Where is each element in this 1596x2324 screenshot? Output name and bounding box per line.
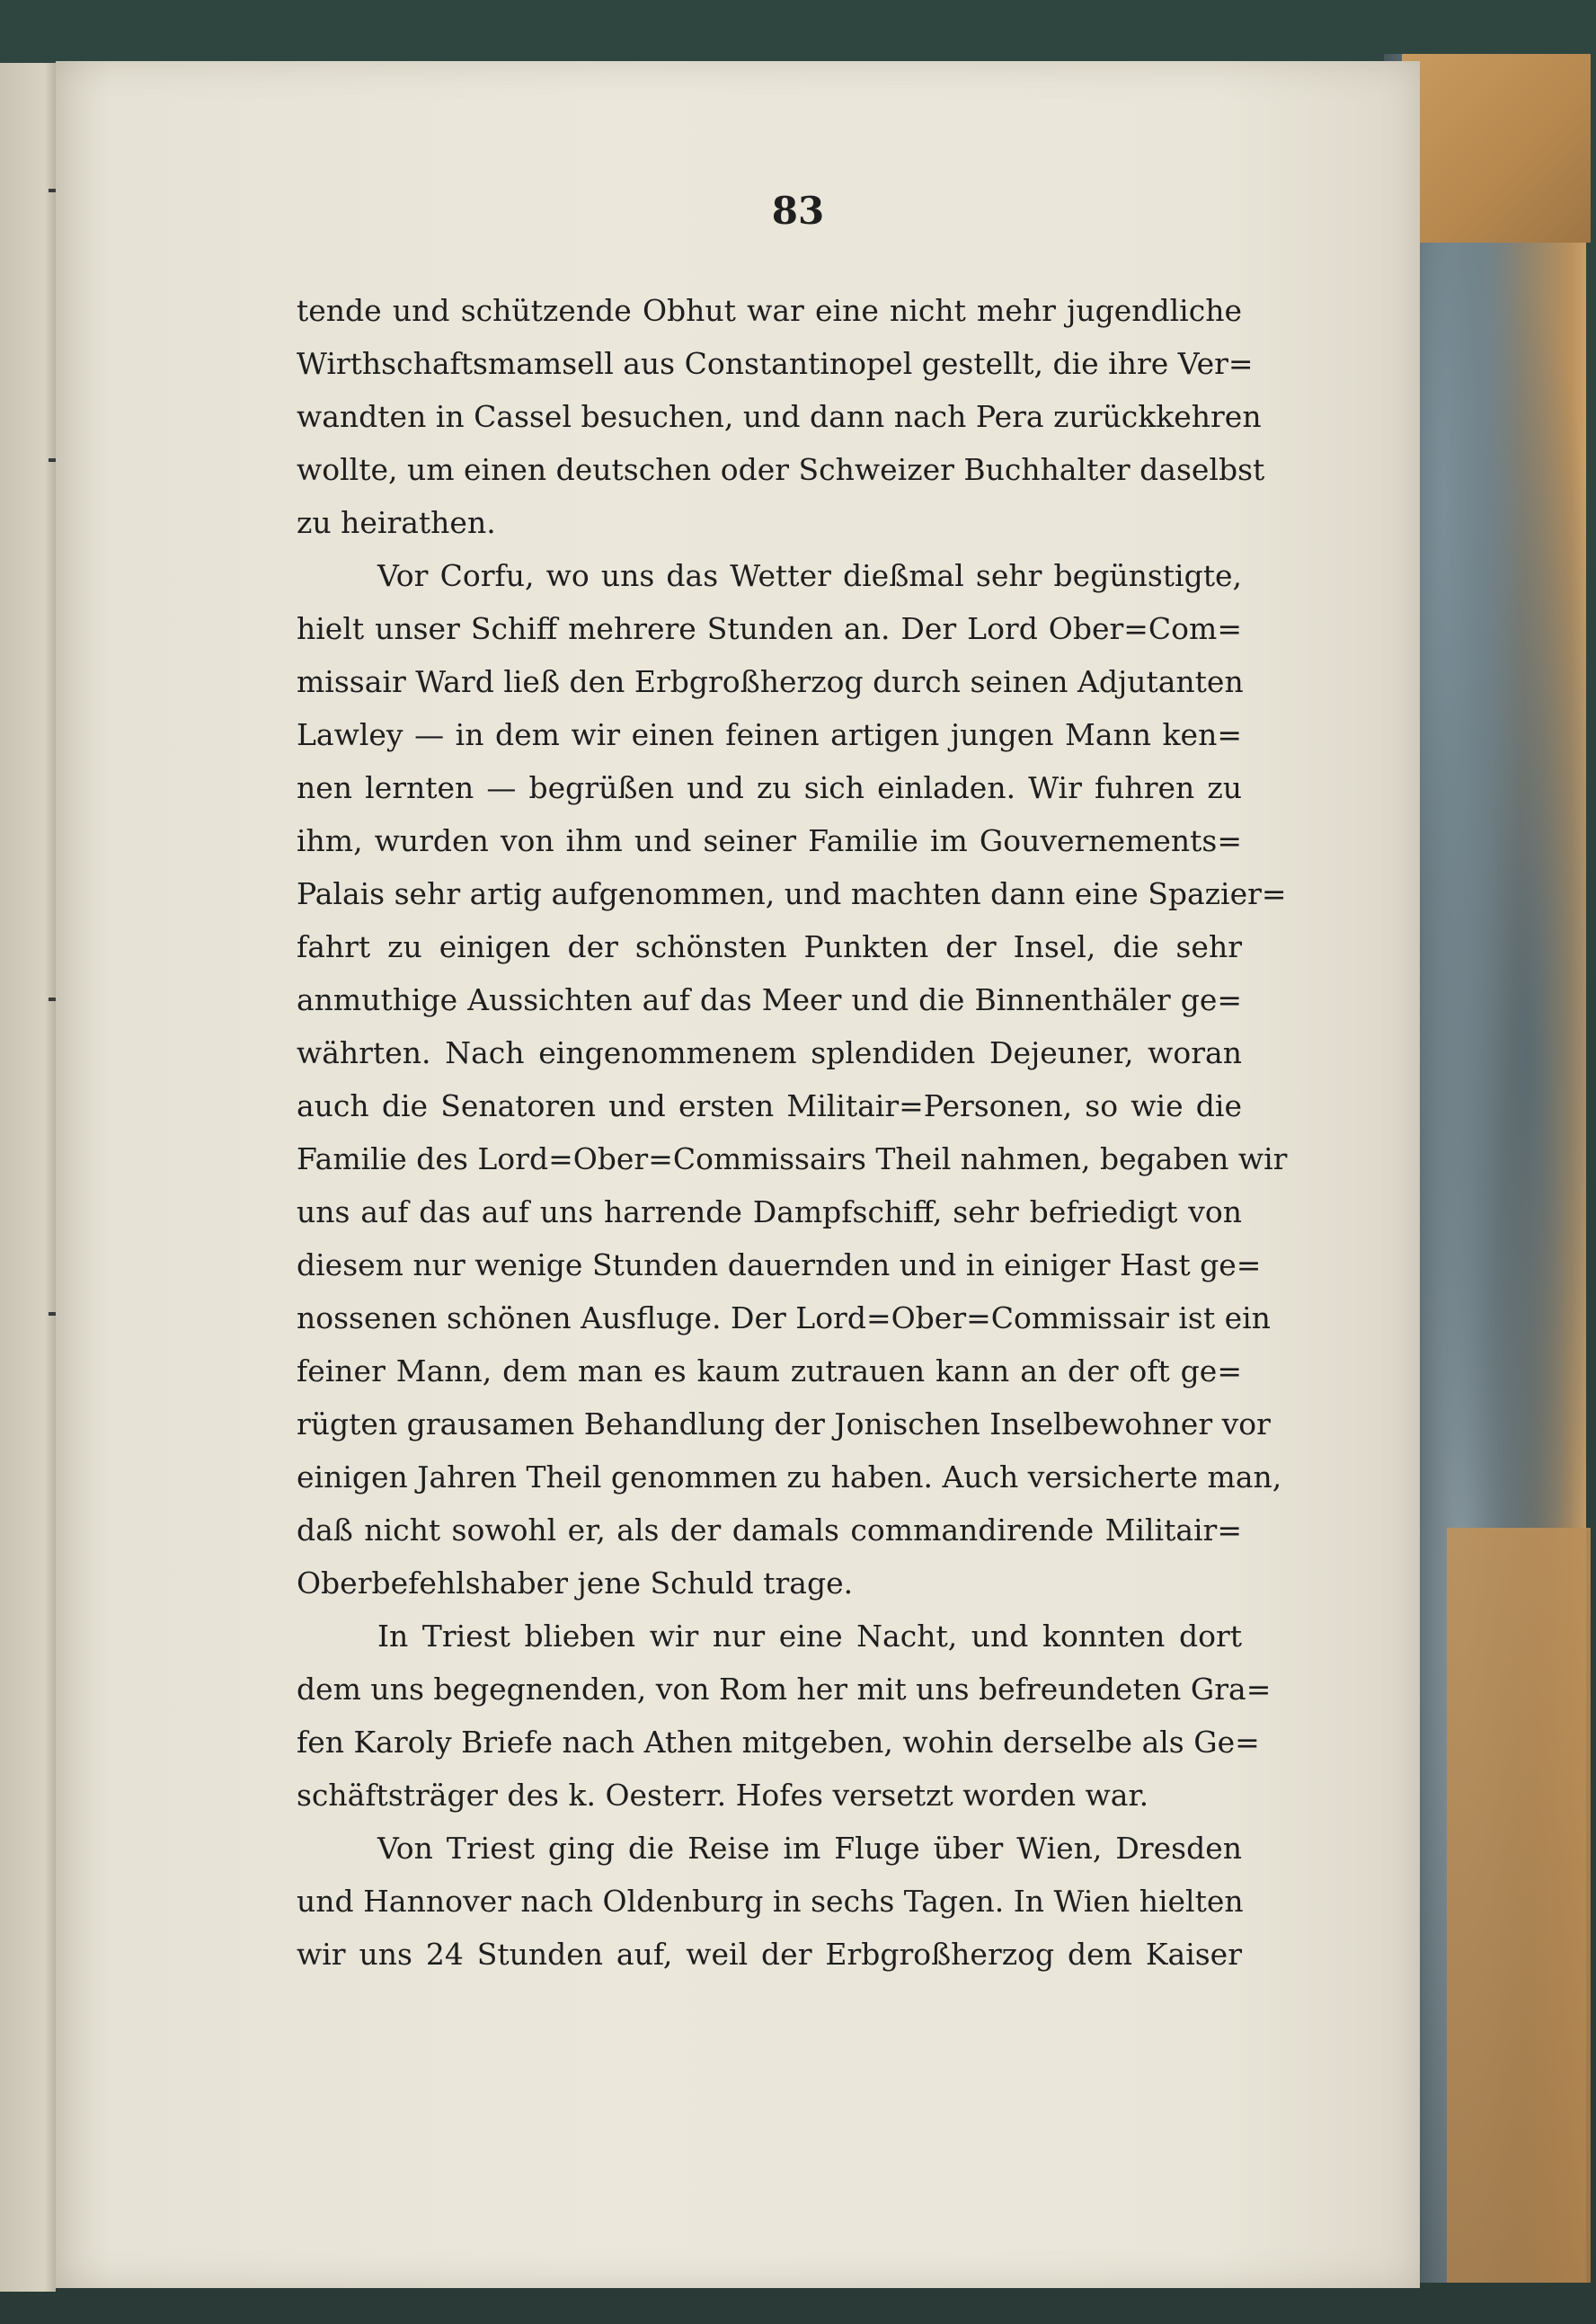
text-line: nen lernten — begrüßen und zu sich einladen. Wir fuhren zu — [297, 770, 1242, 805]
page-number: 83 — [771, 189, 825, 233]
text-line: und Hannover nach Oldenburg in sechs Tagen. In Wien hielten — [297, 1884, 1244, 1919]
edge-mark — [49, 458, 56, 462]
text-line: ihm, wurden von ihm und seiner Familie im Gouvernements= — [297, 823, 1242, 858]
text-line: uns auf das auf uns harrende Dampfschiff, sehr befriedigt von — [297, 1194, 1242, 1229]
text-line: Oberbefehlshaber jene Schuld trage. — [297, 1566, 854, 1601]
text-line: fen Karoly Briefe nach Athen mitgeben, wohin derselbe als Ge= — [297, 1725, 1260, 1760]
text-line: dem uns begegnenden, von Rom her mit uns befreundeten Gra= — [297, 1672, 1272, 1707]
text-line: zu heirathen. — [297, 505, 496, 540]
facing-page-edge — [0, 63, 56, 2292]
text-line: wandten in Cassel besuchen, und dann nach Pera zurückkehren — [297, 399, 1262, 434]
text-line: anmuthige Aussichten auf das Meer und die Binnenthäler ge= — [297, 982, 1242, 1017]
text-line: nossenen schönen Ausfluge. Der Lord=Ober=Commissair ist ein — [297, 1300, 1271, 1335]
text-line: wir uns 24 Stunden auf, weil der Erbgroßherzog dem Kaiser — [297, 1937, 1242, 1972]
text-line: Palais sehr artig aufgenommen, und machten dann eine Spazier= — [297, 876, 1287, 911]
book-cover-lower — [1447, 1528, 1591, 2283]
text-line: diesem nur wenige Stunden dauernden und in einiger Hast ge= — [297, 1247, 1262, 1282]
paragraph-start: Von Triest ging die Reise im Fluge über Wien, Dresden — [377, 1831, 1242, 1866]
edge-mark — [49, 998, 56, 1001]
text-line: Lawley — in dem wir einen feinen artigen jungen Mann ken= — [297, 717, 1242, 752]
text-line: missair Ward ließ den Erbgroßherzog durch seinen Adjutanten — [297, 664, 1244, 699]
text-line: fahrt zu einigen der schönsten Punkten der Insel, die sehr — [297, 929, 1242, 964]
text-line: tende und schützende Obhut war eine nicht mehr jugendliche — [297, 293, 1242, 328]
edge-mark — [49, 1312, 56, 1316]
paragraph-start: Vor Corfu, wo uns das Wetter dießmal sehr begünstigte, — [377, 558, 1242, 593]
text-line: daß nicht sowohl er, als der damals commandirende Militair= — [297, 1512, 1242, 1548]
text-line: hielt unser Schiff mehrere Stunden an. Der Lord Ober=Com= — [297, 611, 1242, 646]
text-line: wollte, um einen deutschen oder Schweizer Buchhalter daselbst — [297, 452, 1265, 487]
text-line: schäftsträger des k. Oesterr. Hofes versetzt worden war. — [297, 1778, 1149, 1813]
text-line: feiner Mann, dem man es kaum zutrauen kann an der oft ge= — [297, 1353, 1242, 1388]
text-line: auch die Senatoren und ersten Militair=Personen, so wie die — [297, 1088, 1242, 1123]
text-line: einigen Jahren Theil genommen zu haben. Auch versicherte man, — [297, 1459, 1282, 1495]
text-line: währten. Nach eingenommenem splendiden Dejeuner, woran — [297, 1035, 1242, 1070]
text-line: Familie des Lord=Ober=Commissairs Theil nahmen, begaben wir — [297, 1141, 1288, 1176]
text-line: Wirthschaftsmamsell aus Constantinopel gestellt, die ihre Ver= — [297, 346, 1254, 381]
paragraph-start: In Triest blieben wir nur eine Nacht, und konnten dort — [377, 1619, 1242, 1654]
text-line: rügten grausamen Behandlung der Jonischen Inselbewohner vor — [297, 1406, 1271, 1441]
